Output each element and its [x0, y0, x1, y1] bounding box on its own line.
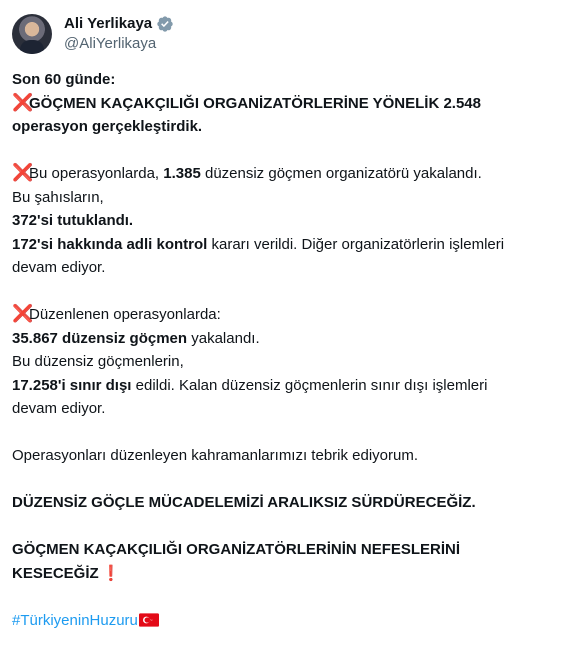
text-line: [12, 327, 580, 351]
text-line: [12, 186, 580, 210]
author-display-name[interactable]: Ali Yerlikaya: [64, 15, 153, 32]
text-line: [12, 562, 580, 586]
text-bold: DÜZENSİZ GÖÇLE MÜCADELEMİZİ ARALIKSIZ SÜRDÜRECEĞİZ.: [12, 494, 476, 511]
text-bold: GÖÇMEN KAÇAKÇILIĞI ORGANİZATÖRLERİNE YÖNELİK 2.548: [29, 94, 481, 112]
text-line: [12, 303, 580, 327]
text-line: [12, 397, 580, 421]
text: Düzenlenen operasyonlarda:: [29, 306, 221, 323]
text: yakalandı.: [187, 329, 260, 347]
text: Bu operasyonlarda,: [29, 165, 164, 182]
author-name-row: [64, 14, 174, 34]
tweet-header: [12, 12, 174, 56]
text-line: [12, 444, 580, 468]
tweet-text: [12, 68, 580, 632]
x-mark-icon: ❌: [12, 92, 34, 112]
text-line: [12, 350, 580, 374]
verified-badge-icon: [156, 15, 174, 33]
text-line: [12, 491, 580, 515]
author-handle[interactable]: @AliYerlikaya: [64, 35, 157, 52]
text-bold: 1.385: [163, 165, 201, 182]
text: düzensiz göçmen organizatörü yakalandı.: [200, 165, 482, 182]
spacer: [12, 468, 580, 492]
text-bold: 172'si hakkında adli kontrol: [12, 235, 208, 253]
text-bold: Son 60 günde:: [12, 71, 116, 88]
text-line: [12, 209, 580, 233]
text-bold: KESECEĞİZ: [12, 564, 99, 582]
text-line: [12, 609, 580, 633]
text-line: [12, 162, 580, 186]
spacer: [12, 585, 580, 609]
text-line: [12, 256, 580, 280]
text: devam ediyor.: [12, 259, 106, 276]
spacer: [12, 139, 580, 163]
spacer: [12, 515, 580, 539]
text-bold: operasyon gerçekleştirdik.: [12, 118, 203, 135]
x-mark-icon: ❌: [12, 304, 34, 323]
text-bold: 372'si tutuklandı.: [12, 212, 134, 229]
turkey-flag-icon: [139, 613, 159, 627]
text-line: [12, 68, 580, 92]
text-line: [12, 233, 580, 257]
hashtag-link[interactable]: #TürkiyeninHuzuru: [12, 611, 138, 629]
text: Bu şahısların,: [12, 188, 104, 206]
text-bold: GÖÇMEN KAÇAKÇILIĞI ORGANİZATÖRLERİNİN NEFESLERİNİ: [12, 541, 461, 558]
text-bold: 35.867 düzensiz göçmen: [12, 329, 188, 347]
text: devam ediyor.: [12, 400, 106, 417]
text: Bu düzensiz göçmenlerin,: [12, 353, 184, 370]
text: kararı verildi. Diğer organizatörlerin işlemleri: [207, 235, 505, 253]
text-line: [12, 115, 580, 139]
exclamation-icon: ❗: [101, 564, 121, 582]
text: Operasyonları düzenleyen kahramanlarımızı tebrik ediyorum.: [12, 447, 419, 464]
spacer: [12, 421, 580, 445]
x-mark-icon: ❌: [12, 163, 34, 182]
text: edildi. Kalan düzensiz göçmenlerin sınır dışı işlemleri: [131, 376, 488, 394]
spacer: [12, 280, 580, 304]
author-names: [64, 14, 174, 54]
text-line: [12, 538, 580, 562]
text-bold: 17.258'i sınır dışı: [12, 376, 132, 394]
text-line: [12, 92, 580, 116]
text-line: [12, 374, 580, 398]
author-avatar[interactable]: [12, 14, 52, 54]
